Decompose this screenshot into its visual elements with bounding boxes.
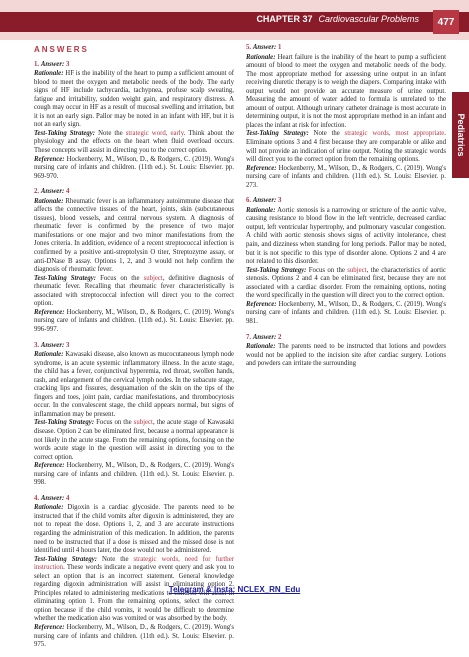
answer-value: 3 [65,60,70,68]
answer-label: Answer: [252,197,277,205]
rationale: Rationale: Digoxin is a cardiac glycoside. The parents need to be instructed that if the child vomits after digoxin is administered, they are not to repeat the dose. Options 1, 2, and 3 are accurate instructions regarding the administration of this medication. In addition, the parents need to be instructed that if a dose is missed and the missed dose is not identified until 4 hours later, the dose would not be administered. [34,504,234,555]
answer-number: 4. [34,494,40,502]
answer-label: Answer: [40,341,65,349]
section-side-tab [452,92,469,178]
right-column [246,44,446,376]
answer-block-1 [34,61,234,182]
page-number: 477 [433,10,459,34]
answer-heading [246,197,446,206]
answers-title: ANSWERS [34,45,89,54]
reference: Reference: Hockenberry, M., Wilson, D., & Rodgers, C. (2019). Wong's nursing care of infants and children. (11th ed.). St. Louis: Elsevier. pp. 996-997. [34,308,234,333]
rationale: Rationale: Aortic stenosis is a narrowing or stricture of the aortic valve, causing resistance to blood flow in the left ventricle, decreased cardiac output, left ventricular hypertrophy, and pulmonary vascular congestion. A child with aortic stenosis shows signs of activity intolerance, chest pain, and dizziness when standing for long periods. Pallor may be noted, but it is not specific to this type of disorder alone. Options 2 and 4 are not related to this disorder. [246,206,447,266]
answer-block-3 [34,342,234,488]
rationale: Rationale: Kawasaki disease, also known as mucocutaneous lymph node syndrome, is an acute systemic inflammatory illness. In the acute stage, the child has a fever, conjunctival hyperemia, red throat, swollen hands, rash, and enlargement of the cervical lymph nodes. In the subacute stage, cracking lips and fissures, desquamation of the skin on the tips of the fingers and toes, joint pain, cardiac manifestations, and thrombocytosis occur. In the convalescent stage, the child appears normal, but signs of inflammation may be present. [34,351,234,418]
footer-link[interactable]: Telegram & Insta: NCLEX_RN_Edu [168,585,301,594]
test-taking-strategy: Test-Taking Strategy: Note the strategic words, most appropriate. Eliminate options 3 and 4 first because they are comparable or alike and will not provide an indication of urine output. Noting the strategic words will direct you to the correct option from the remaining options. [246,130,446,164]
test-taking-strategy: Test-Taking Strategy: Focus on the subject, definitive diagnosis of rheumatic fever. Recalling that rheumatic fever characteristically is associated with streptococcal infection will direct you to the correct option. [34,274,235,308]
answer-number: 2. [34,188,40,196]
test-taking-strategy: Test-Taking Strategy: Note the strategic word, early. Think about the physiology and the effects on the heart when fluid overload occurs. These concepts will assist in directing you to the correct option. [34,129,234,155]
chapter-heading [256,14,419,24]
test-taking-strategy: Test-Taking Strategy: Note the strategic words, need for further instruction. These words indicate a negative event query and ask you to select an option that is an incorrect statement. General knowledge regarding digoxin administration will assist in eliminating option 2. Principles related to administering medications to children will assist in eliminating option 1. From the remaining options, select the correct option because if the child vomits, it would be difficult to determine whether the medication also was vomited or was absorbed by the body. [34,555,234,623]
test-taking-strategy: Test-Taking Strategy: Focus on the subject, the characteristics of aortic stenosis. Options 2 and 4 can be eliminated first, because they are not associated with a cardiac disorder. From the remaining options, noting the word specifically in the question will direct you to the correct option. [246,266,446,300]
answer-label: Answer: [252,44,277,51]
reference: Reference: Hockenberry, M., Wilson, D., & Rodgers, C. (2019). Wong's nursing care of infants and children. (11th ed.). St. Louis: Elsevier. p. 975. [34,624,234,649]
left-column [34,44,234,657]
answer-label: Answer: [40,188,65,196]
reference: Reference: Hockenberry, M., Wilson, D., & Rodgers, C. (2019). Wong's nursing care of infants and children. (11th ed.). St. Louis: Elsevier. p. 981. [246,300,446,325]
answer-number: 3. [34,341,40,349]
answer-heading [34,188,234,197]
chapter-title: Cardiovascular Problems [318,14,419,24]
answer-block-5 [246,44,446,190]
reference: Reference: Hockenberry, M., Wilson, D., & Rodgers, C. (2019). Wong's nursing care of infants and children. (11th ed.). St. Louis: Elsevier. p. 998. [34,462,234,487]
answer-number: 6. [246,197,252,205]
answer-value: 4 [65,188,70,196]
rationale: Rationale: Rheumatic fever is an inflammatory autoimmune disease that affects the connective tissues of the heart, joints, skin (subcutaneous tissues), blood vessels, and central nervous system. A diagnosis of rheumatic fever is confirmed by the presence of two major manifestations or one major and two minor manifestations from the Jones criteria. In addition, evidence of a recent streptococcal infection is confirmed by a positive anti-streptolysin O titer, Streptozyme assay, or anti-DNase B assay. Options 1, 2, and 3 would not help confirm the diagnosis of rheumatic fever. [34,197,234,274]
answer-block-6 [246,197,446,326]
answer-value: 3 [277,197,282,205]
answer-value: 1 [277,44,282,51]
answer-value: 3 [65,341,70,349]
answer-block-2 [34,188,234,334]
rationale: Rationale: Heart failure is the inability of the heart to pump a sufficient amount of blood to meet the oxygen and metabolic needs of the body. The most appropriate method for assessing urine output in an infant receiving diuretic therapy is to weigh the diapers. Comparing intake with output would not provide an accurate measure of urine output. Measuring the amount of water added to formula is unrelated to the amount of output. Although urinary catheter drainage is most accurate in determining output, it is not the most appropriate method in an infant and places the infant at risk for infection. [246,53,446,129]
answer-block-4 [34,495,234,650]
answer-value: 4 [65,494,70,502]
answer-number: 5. [246,44,252,51]
answer-heading [246,334,446,343]
page-header [0,0,469,40]
rationale: Rationale: HF is the inability of the heart to pump a sufficient amount of blood to meet the oxygen and metabolic needs of the body. The early signs of HF include tachycardia, tachypnea, profuse scalp sweating, fatigue and irritability, sudden weight gain, and respiratory distress. A cough may occur in HF as a result of mucosal swelling and irritation, but it is not an early sign. Pallor may be noted in an infant with HF, but it is not an early sign. [34,70,235,129]
answer-heading [34,61,234,70]
answer-number: 1. [34,60,40,68]
side-tab-label: Pediatrics [455,113,466,157]
reference: Reference: Hockenberry, M., Wilson, D., & Rodgers, C. (2019). Wong's nursing care of infants and children. (11th ed.). St. Louis: Elsevier. p. 273. [246,164,446,189]
test-taking-strategy: Test-Taking Strategy: Focus on the subject, the acute stage of Kawasaki disease. Option 2 can be eliminated first, because a normal appearance is not likely in the acute stage. From the remaining options, focusing on the words acute stage in the question will assist in directing you to the correct option. [34,419,234,461]
answer-block-7 [246,334,446,369]
answer-number: 7. [246,333,252,341]
answer-value: 2 [277,333,282,341]
answer-heading [246,44,446,53]
answer-heading [34,342,234,351]
rationale: Rationale: The parents need to be instructed that lotions and powders would not be applied to the incision site after cardiac surgery. Lotions and powders can irritate the surrounding [246,343,446,368]
answer-label: Answer: [252,333,277,341]
answer-heading [34,495,234,504]
chapter-number: CHAPTER 37 [256,14,313,24]
answer-label: Answer: [40,494,65,502]
reference: Reference: Hockenberry, M., Wilson, D., & Rodgers, C. (2019). Wong's nursing care of infants and children. (11th ed.). St. Louis: Elsevier. pp. 969-970. [34,155,234,180]
answer-label: Answer: [40,60,65,68]
